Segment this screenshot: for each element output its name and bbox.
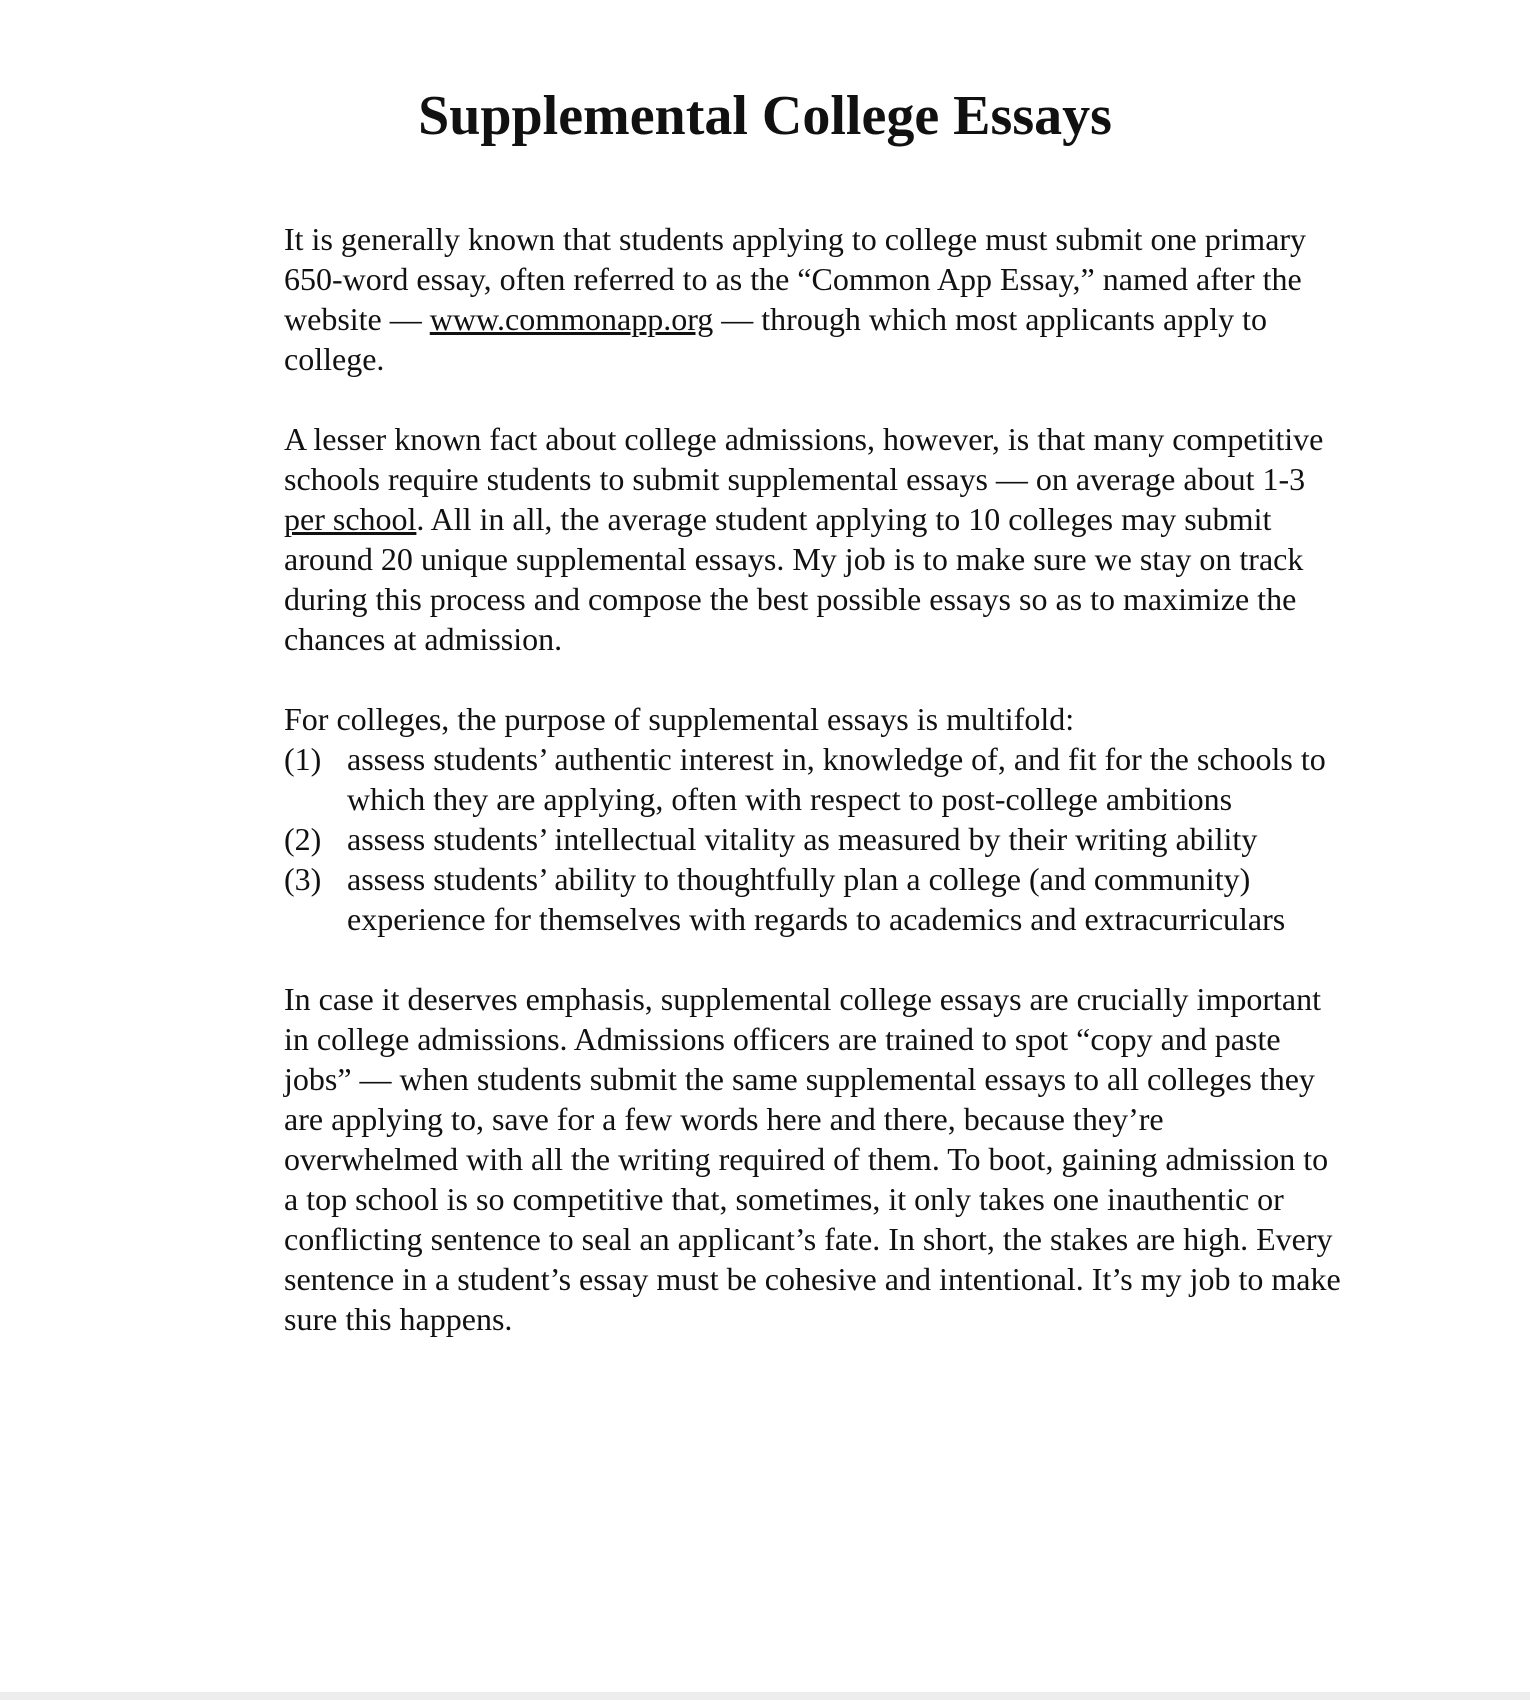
list-item-number: (2)	[284, 821, 322, 857]
page-bottom-edge	[0, 1692, 1530, 1700]
paragraph-supplemental-facts	[284, 419, 1344, 659]
page-title: Supplemental College Essays	[418, 85, 1112, 147]
paragraph-text: It is generally known that students applying to college must submit one primary 650-word essay, often referred to as the “Common App Essay,” named after the website —	[284, 221, 1307, 337]
underlined-text: per school	[284, 501, 417, 537]
paragraph-text: A lesser known fact about college admissions, however, is that many competitive schools require students to submit supplemental essays — on average about 1-3	[284, 421, 1324, 497]
list-item-text: assess students’ ability to thoughtfully plan a college (and community) experience for themselves with regards to academics and extracurriculars	[347, 861, 1286, 937]
list-item-number: (1)	[284, 741, 322, 777]
purpose-intro: For colleges, the purpose of supplemental essays is multifold:	[284, 701, 1075, 737]
list-item	[284, 819, 1344, 859]
list-item-text: assess students’ authentic interest in, knowledge of, and fit for the schools to which they are applying, often with respect to post-college ambitions	[347, 741, 1326, 817]
paragraph-text: — through which most applicants apply to college.	[284, 301, 1267, 377]
list-item	[284, 859, 1344, 939]
document-body	[284, 219, 1344, 1379]
purpose-list	[284, 739, 1344, 939]
list-item	[284, 739, 1344, 819]
list-item-text: assess students’ intellectual vitality as measured by their writing ability	[347, 821, 1258, 857]
paragraph-emphasis: In case it deserves emphasis, supplemental college essays are crucially important in college admissions. Admissions officers are trained to spot “copy and paste jobs” — when students submit the same supplemental essays to all colleges they are applying to, save for a few words here and there, because they’re overwhelmed with all the writing required of them. To boot, gaining admission to a top school is so competitive that, sometimes, it only takes one inauthentic or conflicting sentence to seal an applicant’s fate. In short, the stakes are high. Every sentence in a student’s essay must be cohesive and intentional. It’s my job to make sure this happens.	[284, 981, 1341, 1337]
paragraph-text: . All in all, the average student applying to 10 colleges may submit around 20 unique supplemental essays. My job is to make sure we stay on track during this process and compose the best possible essays so as to maximize the chances at admission.	[284, 501, 1304, 657]
commonapp-link[interactable]: www.commonapp.org	[429, 301, 714, 337]
list-item-number: (3)	[284, 861, 322, 897]
paragraph-common-app	[284, 219, 1344, 379]
